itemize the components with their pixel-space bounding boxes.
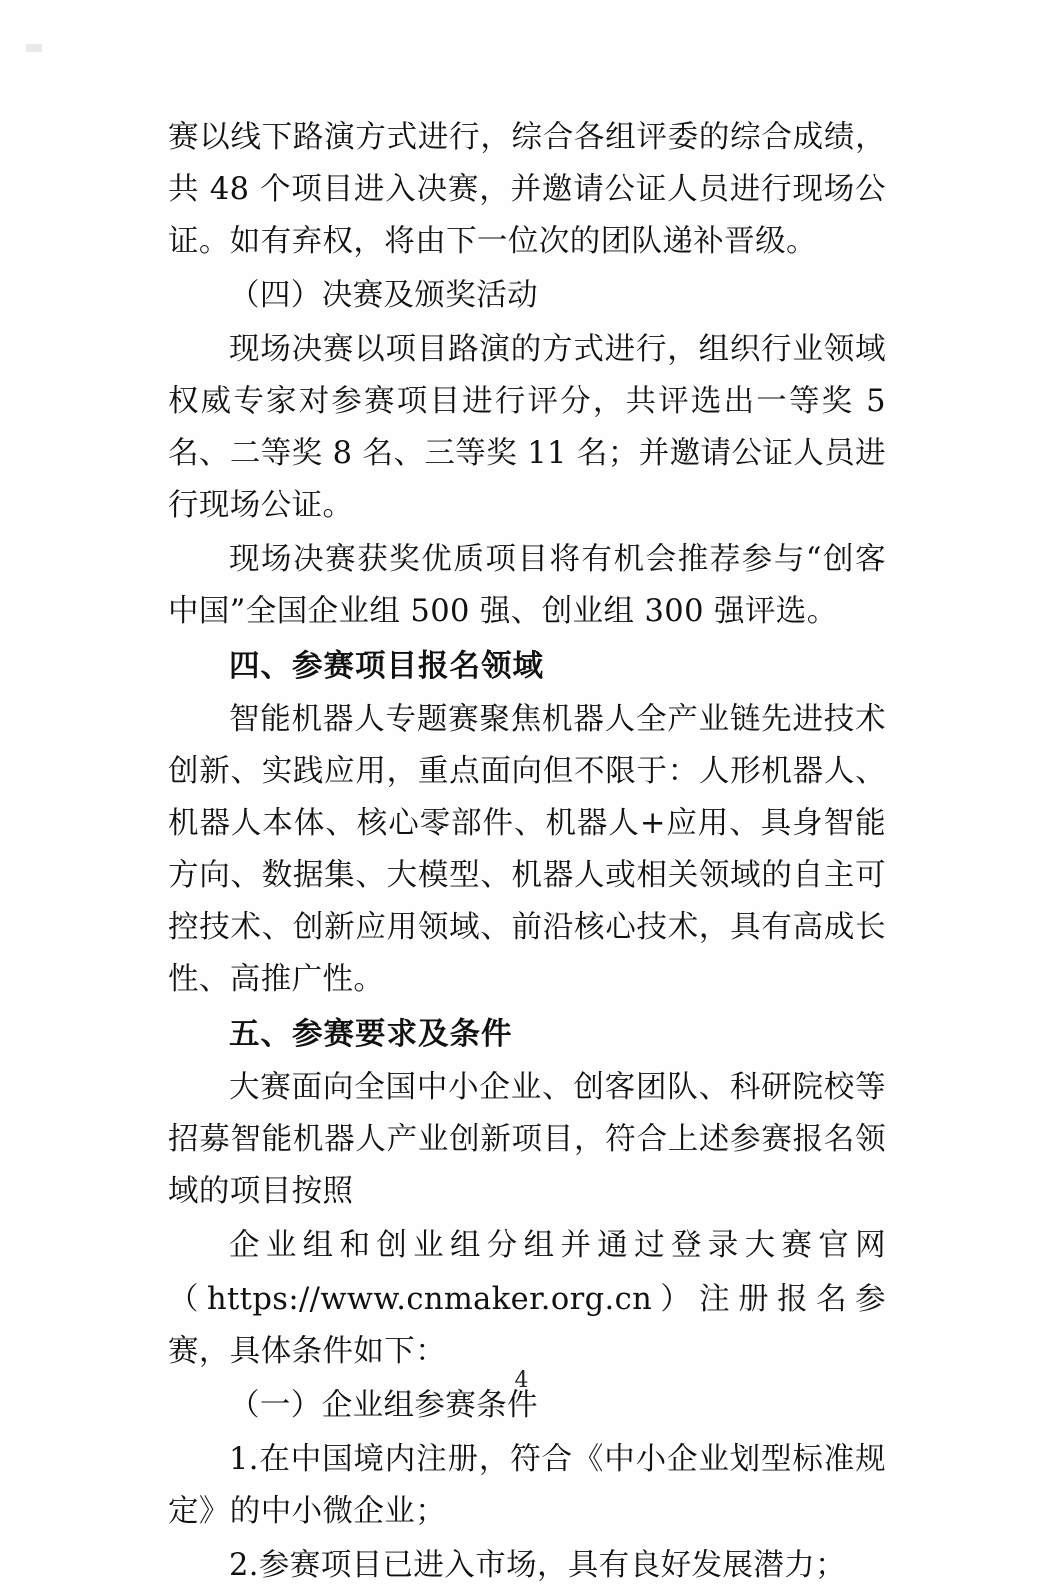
paragraph-requirements-intro: 大赛面向全国中小企业、创客团队、科研院校等招募智能机器人产业创新项目，符合上述参赛报名领域的项目按照	[168, 1070, 886, 1209]
paragraph-competition-fields: 智能机器人专题赛聚焦机器人全产业链先进技术创新、实践应用，重点面向但不限于：人形机器人、机器人本体、核心零部件、机器人+应用、具身智能方向、数据集、大模型、机器人或相关领域的自主可控技术、创新应用领域、前沿核心技术，具有高成长性、高推广性。	[168, 702, 886, 997]
page-number: 4	[514, 1368, 529, 1393]
subsection-heading-four-d: （四）决赛及颁奖活动	[229, 278, 538, 313]
paragraph-condition-1: 1.在中国境内注册，符合《中小企业划型标准规定》的中小微企业；	[168, 1442, 886, 1529]
paragraph-continuation: 赛以线下路演方式进行，综合各组评委的综合成绩，共 48 个项目进入决赛，并邀请公证人员进行现场公证。如有弃权，将由下一位次的团队递补晋级。	[168, 120, 886, 259]
scan-edge-mark	[26, 44, 42, 52]
paragraph-requirements-stretched-line: 企业组和创业组分组并通过登录大赛官网	[229, 1228, 886, 1263]
paragraph-final-round-detail: 现场决赛以项目路演的方式进行，组织行业领域权威专家对参赛项目进行评分，共评选出一等奖 5 名、二等奖 8 名、三等奖 11 名；并邀请公证人员进行现场公证。	[168, 332, 886, 523]
section-heading-five: 五、参赛要求及条件	[229, 1016, 513, 1052]
paragraph-registration-url: （https://www.cnmaker.org.cn）注册报名参赛，具体条件如下：	[168, 1282, 886, 1369]
section-heading-four: 四、参赛项目报名领域	[229, 648, 544, 684]
paragraph-national-selection: 现场决赛获奖优质项目将有机会推荐参与“创客中国”全国企业组 500 强、创业组 300 强评选。	[168, 542, 886, 629]
paragraph-condition-2: 2.参赛项目已进入市场，具有良好发展潜力；	[229, 1548, 846, 1583]
subsection-heading-five-a: （一）企业组参赛条件	[229, 1388, 538, 1423]
